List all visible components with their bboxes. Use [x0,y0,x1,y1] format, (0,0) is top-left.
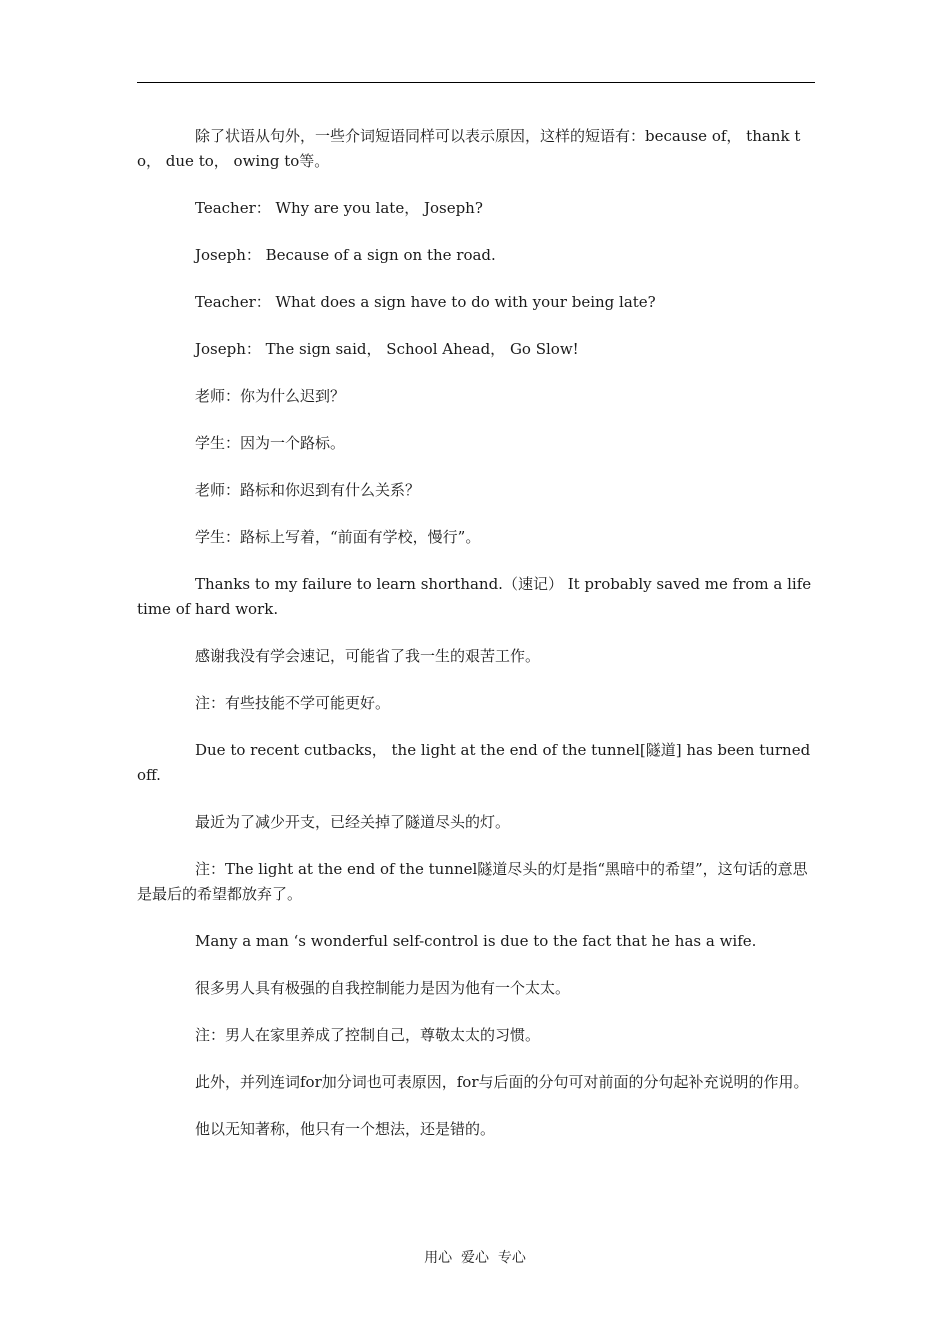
header-rule [137,82,815,83]
paragraph: Teacher： What does a sign have to do with your being late? [195,293,656,311]
paragraph: Teacher： Why are you late， Joseph? [195,199,483,217]
paragraph: Thanks to my failure to learn shorthand.（速记） It probably saved me from a lifetime of hard work. [137,575,812,618]
paragraph: Joseph： Because of a sign on the road. [195,246,496,264]
paragraph: 此外，并列连词for加分词也可表原因，for与后面的分句可对前面的分句起补充说明的作用。 [195,1073,809,1091]
paragraph: 注：男人在家里养成了控制自己，尊敬太太的习惯。 [195,1026,541,1044]
paragraph: 老师：你为什么迟到？ [195,387,346,405]
paragraph: 学生：路标上写着，“前面有学校，慢行”。 [195,528,481,546]
paragraph: Due to recent cutbacks， the light at the end of the tunnel[隧道] has been turned off. [137,741,815,784]
paragraph: 学生：因为一个路标。 [195,434,346,452]
paragraph: 很多男人具有极强的自我控制能力是因为他有一个太太。 [195,979,571,997]
paragraph: 最近为了减少开支，已经关掉了隧道尽头的灯。 [195,813,511,831]
paragraph: 除了状语从句外，一些介词短语同样可以表示原因，这样的短语有：because of， thank to， due to， owing to等。 [137,127,801,170]
paragraph: 老师：路标和你迟到有什么关系？ [195,481,421,499]
paragraph: Many a man ‘s wonderful self-control is due to the fact that he has a wife. [195,932,757,950]
paragraph: 他以无知著称，他只有一个想法，还是错的。 [195,1120,496,1138]
page-footer: 用心 爱心 专心 [424,1250,526,1266]
paragraph: 注：The light at the end of the tunnel隧道尽头的灯是指“黑暗中的希望”，这句话的意思是最后的希望都放弃了。 [137,860,808,903]
paragraph: 感谢我没有学会速记，可能省了我一生的艰苦工作。 [195,647,541,665]
document-body [137,124,815,1164]
paragraph: Joseph： The sign said， School Ahead， Go Slow! [195,340,579,358]
paragraph: 注：有些技能不学可能更好。 [195,694,391,712]
